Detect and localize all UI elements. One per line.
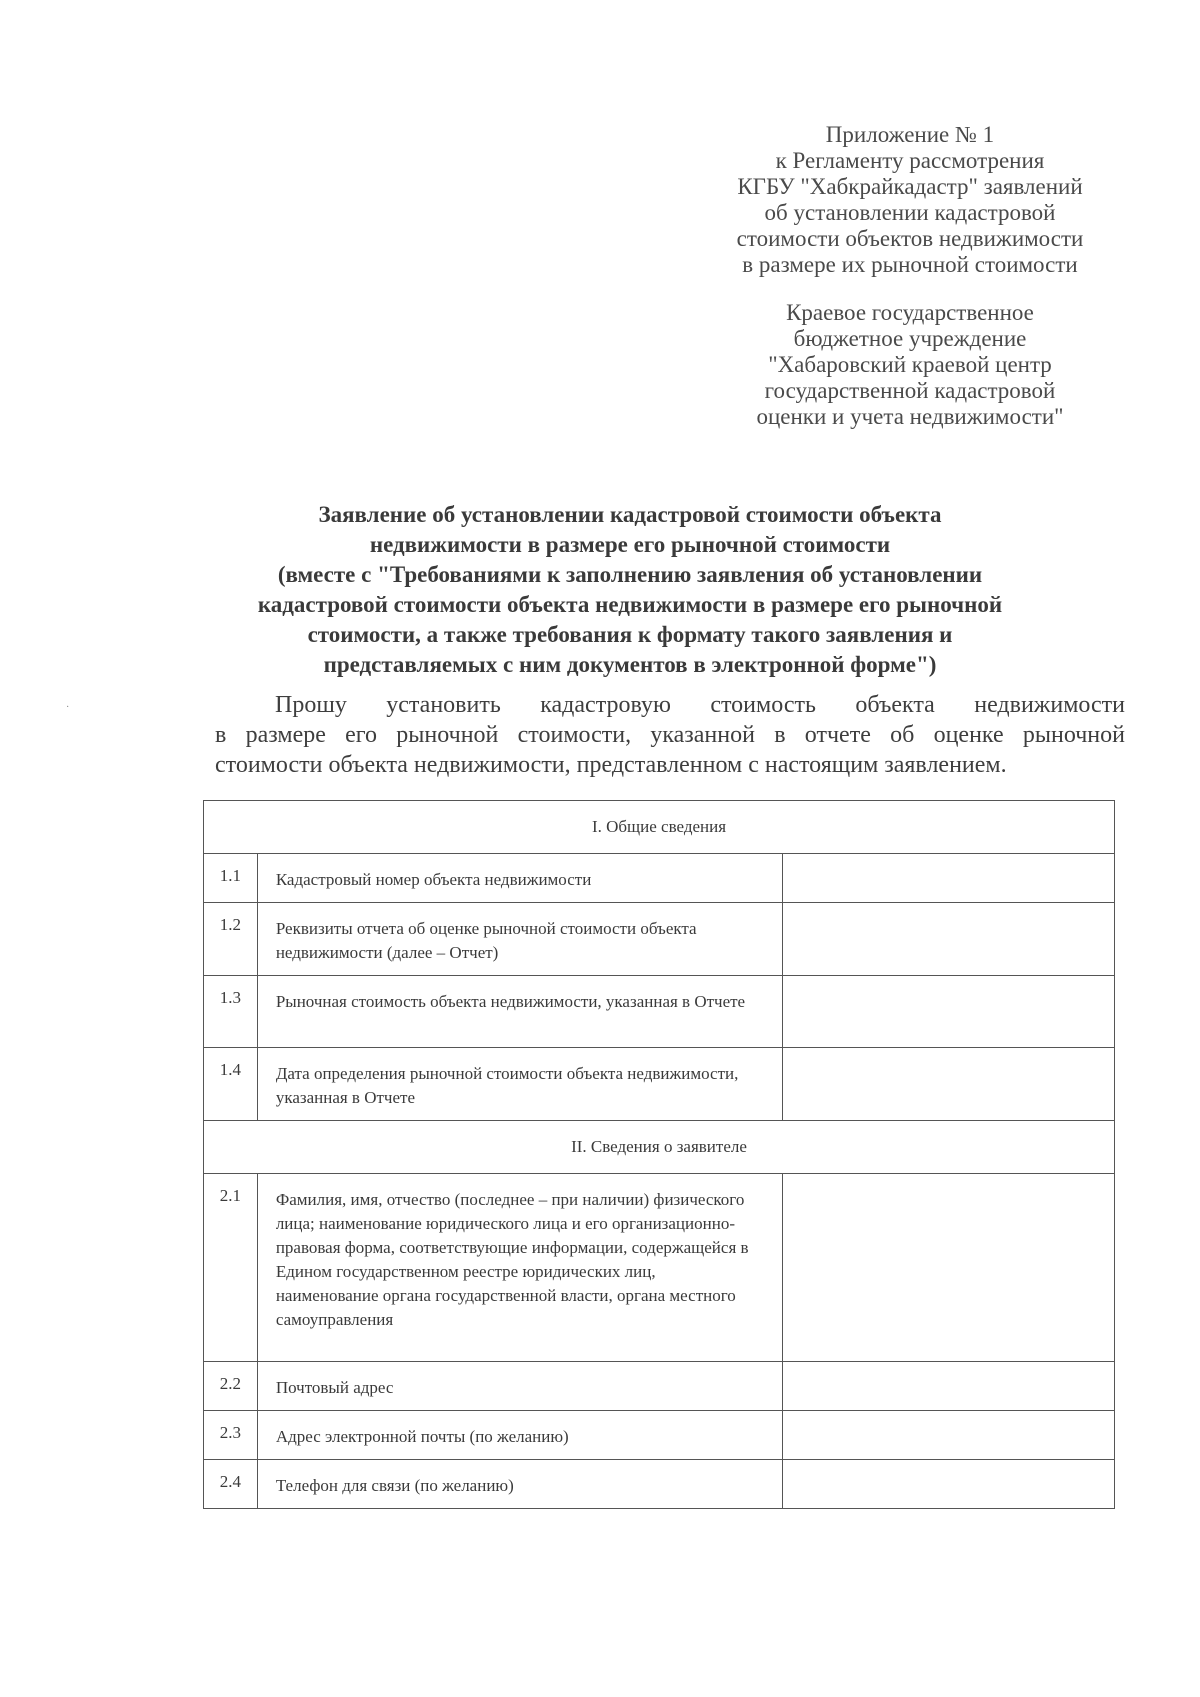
row-number: 2.4 [204,1460,258,1509]
row-number: 2.3 [204,1411,258,1460]
request-line: в размере его рыночной стоимости, указанной в отчете об оценке рыночной [215,722,1125,748]
table-row [204,903,1115,976]
row-value-field[interactable] [783,1460,1115,1509]
title-line: представляемых с ним документов в электронной форме") [323,652,937,677]
addressee-line: оценки и учета недвижимости" [756,404,1064,429]
appendix-line: к Регламенту рассмотрения [775,148,1045,173]
addressee-line: Краевое государственное [786,300,1034,325]
row-value-field[interactable] [783,1174,1115,1362]
appendix-line: КГБУ "Хабкрайкадастр" заявлений [737,174,1083,199]
row-number: 2.2 [204,1362,258,1411]
section-header-row [204,1121,1115,1174]
table-row [204,1048,1115,1121]
row-label: Дата определения рыночной стоимости объекта недвижимости, указанная в Отчете [257,1048,783,1121]
row-value-field[interactable] [783,854,1115,903]
addressee-line: "Хабаровский краевой центр [768,352,1052,377]
section-title-applicant: II. Сведения о заявителе [204,1121,1115,1174]
appendix-line: Приложение № 1 [825,122,995,147]
row-number: 1.4 [204,1048,258,1121]
appendix-line: стоимости объектов недвижимости [736,226,1084,251]
section-header-row [204,801,1115,854]
title-line: стоимости, а также требования к формату такого заявления и [307,622,953,647]
row-label: Рыночная стоимость объекта недвижимости, указанная в Отчете [257,976,783,1048]
row-value-field[interactable] [783,1362,1115,1411]
title-line: кадастровой стоимости объекта недвижимости в размере его рыночной [257,592,1003,617]
row-label: Реквизиты отчета об оценке рыночной стоимости объекта недвижимости (далее – Отчет) [257,903,783,976]
row-number: 1.2 [204,903,258,976]
row-value-field[interactable] [783,1048,1115,1121]
document-title [200,500,1060,680]
section-title-general: I. Общие сведения [204,801,1115,854]
request-line: стоимости объекта недвижимости, представленном с настоящим заявлением. [215,752,1007,778]
title-line: (вместе с "Требованиями к заполнению заявления об установлении [277,562,983,587]
row-value-field[interactable] [783,903,1115,976]
table-row [204,854,1115,903]
row-label: Фамилия, имя, отчество (последнее – при наличии) физического лица; наименование юридического лица и его организационно-правовая форма, соответствующие информации, содержащейся в Едином государственном реестре юридических лиц, наименование органа государственной власти, органа местного самоуправления [257,1174,783,1362]
table-row [204,976,1115,1048]
row-label: Адрес электронной почты (по желанию) [257,1411,783,1460]
row-label: Кадастровый номер объекта недвижимости [257,854,783,903]
request-paragraph [215,690,1125,780]
appendix-header [690,122,1130,278]
addressee-block [700,300,1120,430]
title-line: недвижимости в размере его рыночной стоимости [369,532,891,557]
addressee-line: бюджетное учреждение [793,326,1027,351]
row-value-field[interactable] [783,976,1115,1048]
application-table [203,800,1115,1509]
appendix-line: в размере их рыночной стоимости [742,252,1078,277]
row-label: Телефон для связи (по желанию) [257,1460,783,1509]
scan-speck: · [66,702,70,713]
row-number: 2.1 [204,1174,258,1362]
title-line: Заявление об установлении кадастровой стоимости объекта [318,502,942,527]
table-row [204,1460,1115,1509]
table-row [204,1411,1115,1460]
request-line: Прошу установить кадастровую стоимость объекта недвижимости [275,692,1125,718]
appendix-line: об установлении кадастровой [764,200,1056,225]
row-number: 1.3 [204,976,258,1048]
table-row [204,1174,1115,1362]
row-number: 1.1 [204,854,258,903]
row-value-field[interactable] [783,1411,1115,1460]
table-row [204,1362,1115,1411]
addressee-line: государственной кадастровой [764,378,1056,403]
row-label: Почтовый адрес [257,1362,783,1411]
